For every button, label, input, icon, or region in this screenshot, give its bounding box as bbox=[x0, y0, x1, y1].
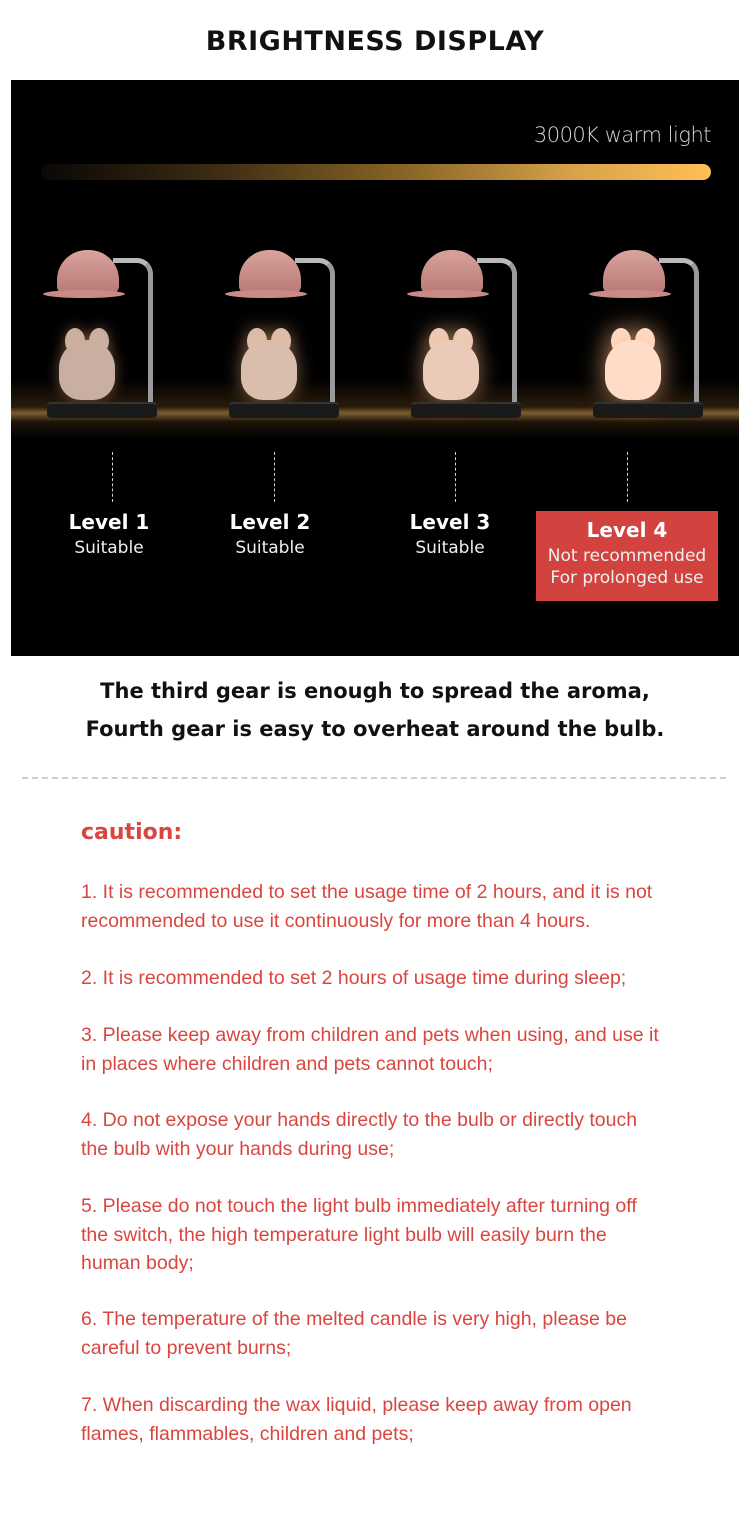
caution-line: 2. It is recommended to set 2 hours of usage time during sleep; bbox=[81, 967, 627, 989]
note-line-2: Fourth gear is easy to overheat around the bulb. bbox=[85, 717, 665, 741]
level-description-line-1: Not recommended bbox=[547, 546, 707, 566]
lamp-level-1-image bbox=[43, 240, 183, 430]
level-3-connector bbox=[455, 452, 456, 502]
level-4-connector bbox=[627, 452, 628, 502]
caution-item bbox=[81, 964, 691, 993]
caution-line: careful to prevent burns; bbox=[81, 1336, 292, 1359]
caution-item bbox=[81, 1305, 691, 1362]
caution-item bbox=[81, 1391, 691, 1448]
caution-line: 6. The temperature of the melted candle is very high, please be bbox=[81, 1308, 627, 1330]
level-description-line-2: For prolonged use bbox=[550, 568, 704, 588]
caution-line: flames, flammables, children and pets; bbox=[81, 1422, 414, 1445]
level-2 bbox=[190, 510, 350, 558]
caution-line: 3. Please keep away from children and pets when using, and use it bbox=[81, 1024, 659, 1046]
level-description: Suitable bbox=[74, 538, 144, 558]
caution-line: 5. Please do not touch the light bulb immediately after turning off bbox=[81, 1195, 637, 1217]
page-title: BRIGHTNESS DISPLAY bbox=[205, 26, 545, 57]
caution-item bbox=[81, 878, 691, 935]
caution-line: the bulb with your hands during use; bbox=[81, 1137, 395, 1160]
level-name: Level 2 bbox=[229, 510, 311, 534]
caution-line: in places where children and pets cannot touch; bbox=[81, 1052, 493, 1075]
warm-light-gradient-bar bbox=[41, 164, 711, 180]
level-1 bbox=[29, 510, 189, 558]
brightness-display-panel bbox=[11, 80, 739, 656]
level-name: Level 4 bbox=[586, 518, 668, 542]
level-description bbox=[536, 545, 718, 589]
section-divider bbox=[22, 777, 726, 779]
caution-item bbox=[81, 1192, 691, 1278]
level-name: Level 3 bbox=[409, 510, 491, 534]
caution-line: recommended to use it continuously for more than 4 hours. bbox=[81, 909, 591, 932]
level-description: Suitable bbox=[415, 538, 485, 558]
color-temperature-label: 3000K warm light bbox=[533, 123, 711, 147]
caution-line: 4. Do not expose your hands directly to the bulb or directly touch bbox=[81, 1109, 638, 1131]
caution-line: human body; bbox=[81, 1252, 194, 1274]
caution-line: the switch, the high temperature light bulb will easily burn the bbox=[81, 1223, 607, 1246]
caution-item bbox=[81, 1106, 691, 1163]
level-4-warning-badge bbox=[536, 511, 718, 601]
lamp-level-2-image bbox=[225, 240, 365, 430]
caution-line: 7. When discarding the wax liquid, please keep away from open bbox=[81, 1394, 632, 1416]
level-name: Level 1 bbox=[68, 510, 150, 534]
lamp-level-4-image bbox=[589, 240, 729, 430]
caution-title: caution: bbox=[81, 820, 183, 845]
level-1-connector bbox=[112, 452, 113, 502]
level-3 bbox=[370, 510, 530, 558]
caution-line: 1. It is recommended to set the usage time of 2 hours, and it is not bbox=[81, 881, 653, 903]
note-line-1: The third gear is enough to spread the aroma, bbox=[100, 679, 650, 703]
caution-item bbox=[81, 1021, 691, 1078]
level-description: Suitable bbox=[235, 538, 305, 558]
level-2-connector bbox=[274, 452, 275, 502]
lamp-level-3-image bbox=[407, 240, 547, 430]
